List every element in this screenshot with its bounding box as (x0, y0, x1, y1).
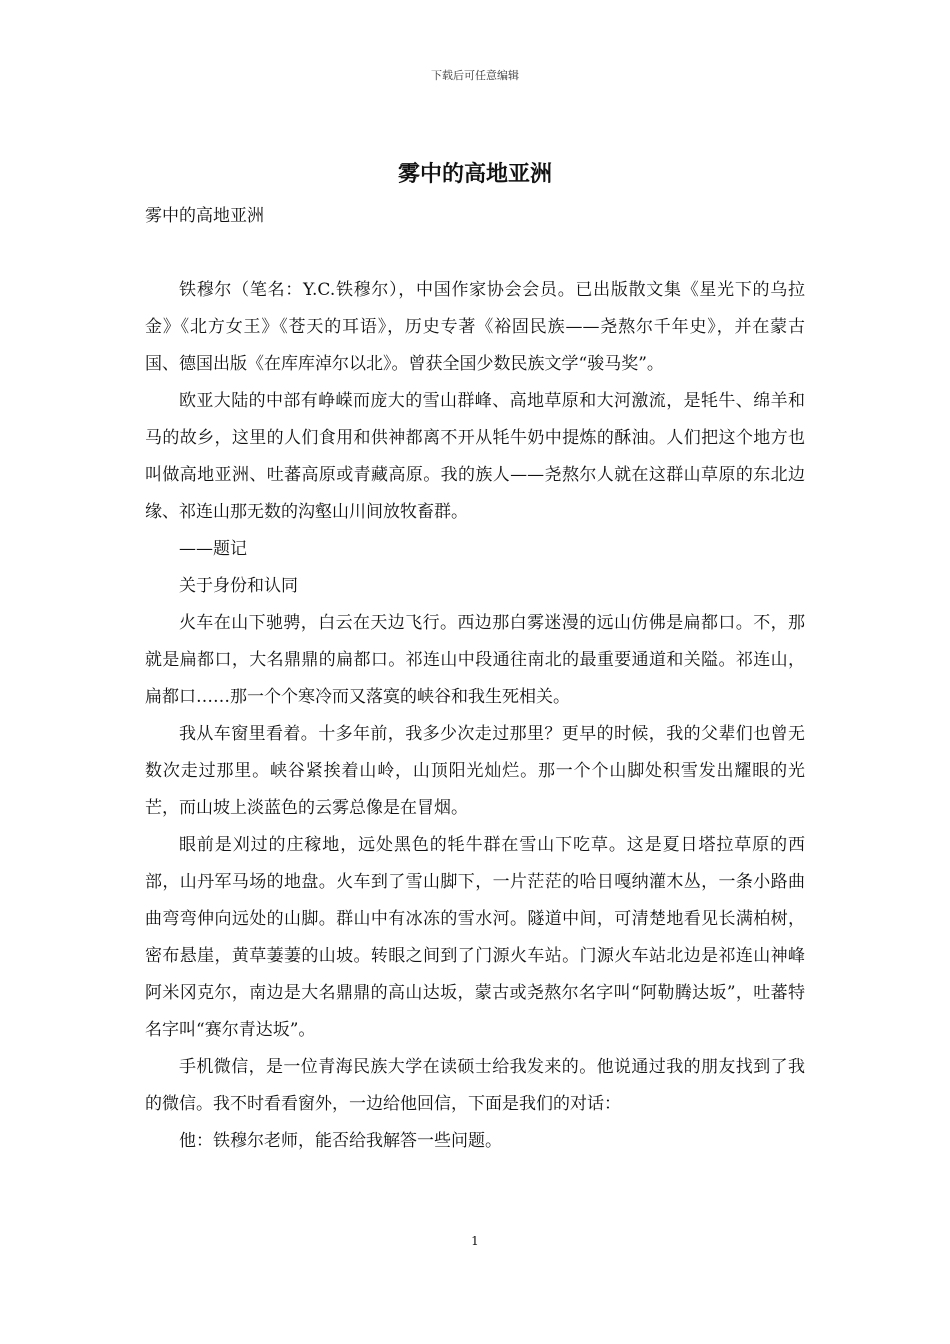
paragraph-author-bio: 铁穆尔（笔名：Y.C.铁穆尔），中国作家协会会员。已出版散文集《星光下的乌拉金》《北方女王》《苍天的耳语》，历史专著《裕固民族——尧熬尔千年史》，并在蒙古国、德国出版《在库库淖尔以北》。曾获全国少数民族文学“骏马奖”。 (145, 280, 805, 374)
paragraph-epigraph-attribution: ——题记 (179, 539, 247, 559)
paragraph: 我从车窗里看着。十多年前，我多少次走过那里？更早的时候，我的父辈们也曾无数次走过那里。峡谷紧挨着山岭，山顶阳光灿烂。那一个个山脚处积雪发出耀眼的光芒，而山坡上淡蓝色的云雾总像是在冒烟。 (145, 724, 805, 818)
page-header: 下载后可任意编辑 (431, 69, 519, 82)
document-title: 雾中的高地亚洲 (397, 161, 552, 187)
paragraph-epigraph: 欧亚大陆的中部有峥嵘而庞大的雪山群峰、高地草原和大河激流，是牦牛、绵羊和马的故乡，这里的人们食用和供神都离不开从牦牛奶中提炼的酥油。人们把这个地方也叫做高地亚洲、吐蕃高原或青藏高原。我的族人——尧熬尔人就在这群山草原的东北边缘、祁连山那无数的沟壑山川间放牧畜群。 (145, 391, 805, 522)
page-number: 1 (471, 1234, 479, 1248)
section-heading: 关于身份和认同 (179, 576, 298, 596)
paragraph: 火车在山下驰骋，白云在天边飞行。西边那白雾迷漫的远山仿佛是扁都口。不，那就是扁都口，大名鼎鼎的扁都口。祁连山中段通往南北的最重要通道和关隘。祁连山，扁都口……那一个个寒冷而又落寞的峡谷和我生死相关。 (145, 613, 805, 707)
paragraph: 手机微信，是一位青海民族大学在读硕士给我发来的。他说通过我的朋友找到了我的微信。我不时看看窗外，一边给他回信，下面是我们的对话： (145, 1057, 805, 1114)
document-subtitle: 雾中的高地亚洲 (145, 206, 264, 226)
paragraph: 眼前是刈过的庄稼地，远处黑色的牦牛群在雪山下吃草。这是夏日塔拉草原的西部，山丹军马场的地盘。火车到了雪山脚下，一片茫茫的哈日嘎纳灌木丛，一条小路曲曲弯弯伸向远处的山脚。群山中有冰冻的雪水河。隧道中间，可清楚地看见长满柏树，密布悬崖，黄草萋萋的山坡。转眼之间到了门源火车站。门源火车站北边是祁连山神峰阿米冈克尔，南边是大名鼎鼎的高山达坂，蒙古或尧熬尔名字叫“阿勒腾达坂”，吐蕃特名字叫“赛尔青达坂”。 (145, 835, 805, 1040)
paragraph-dialogue: 他：铁穆尔老师，能否给我解答一些问题。 (179, 1131, 502, 1151)
document-body (145, 272, 805, 1160)
